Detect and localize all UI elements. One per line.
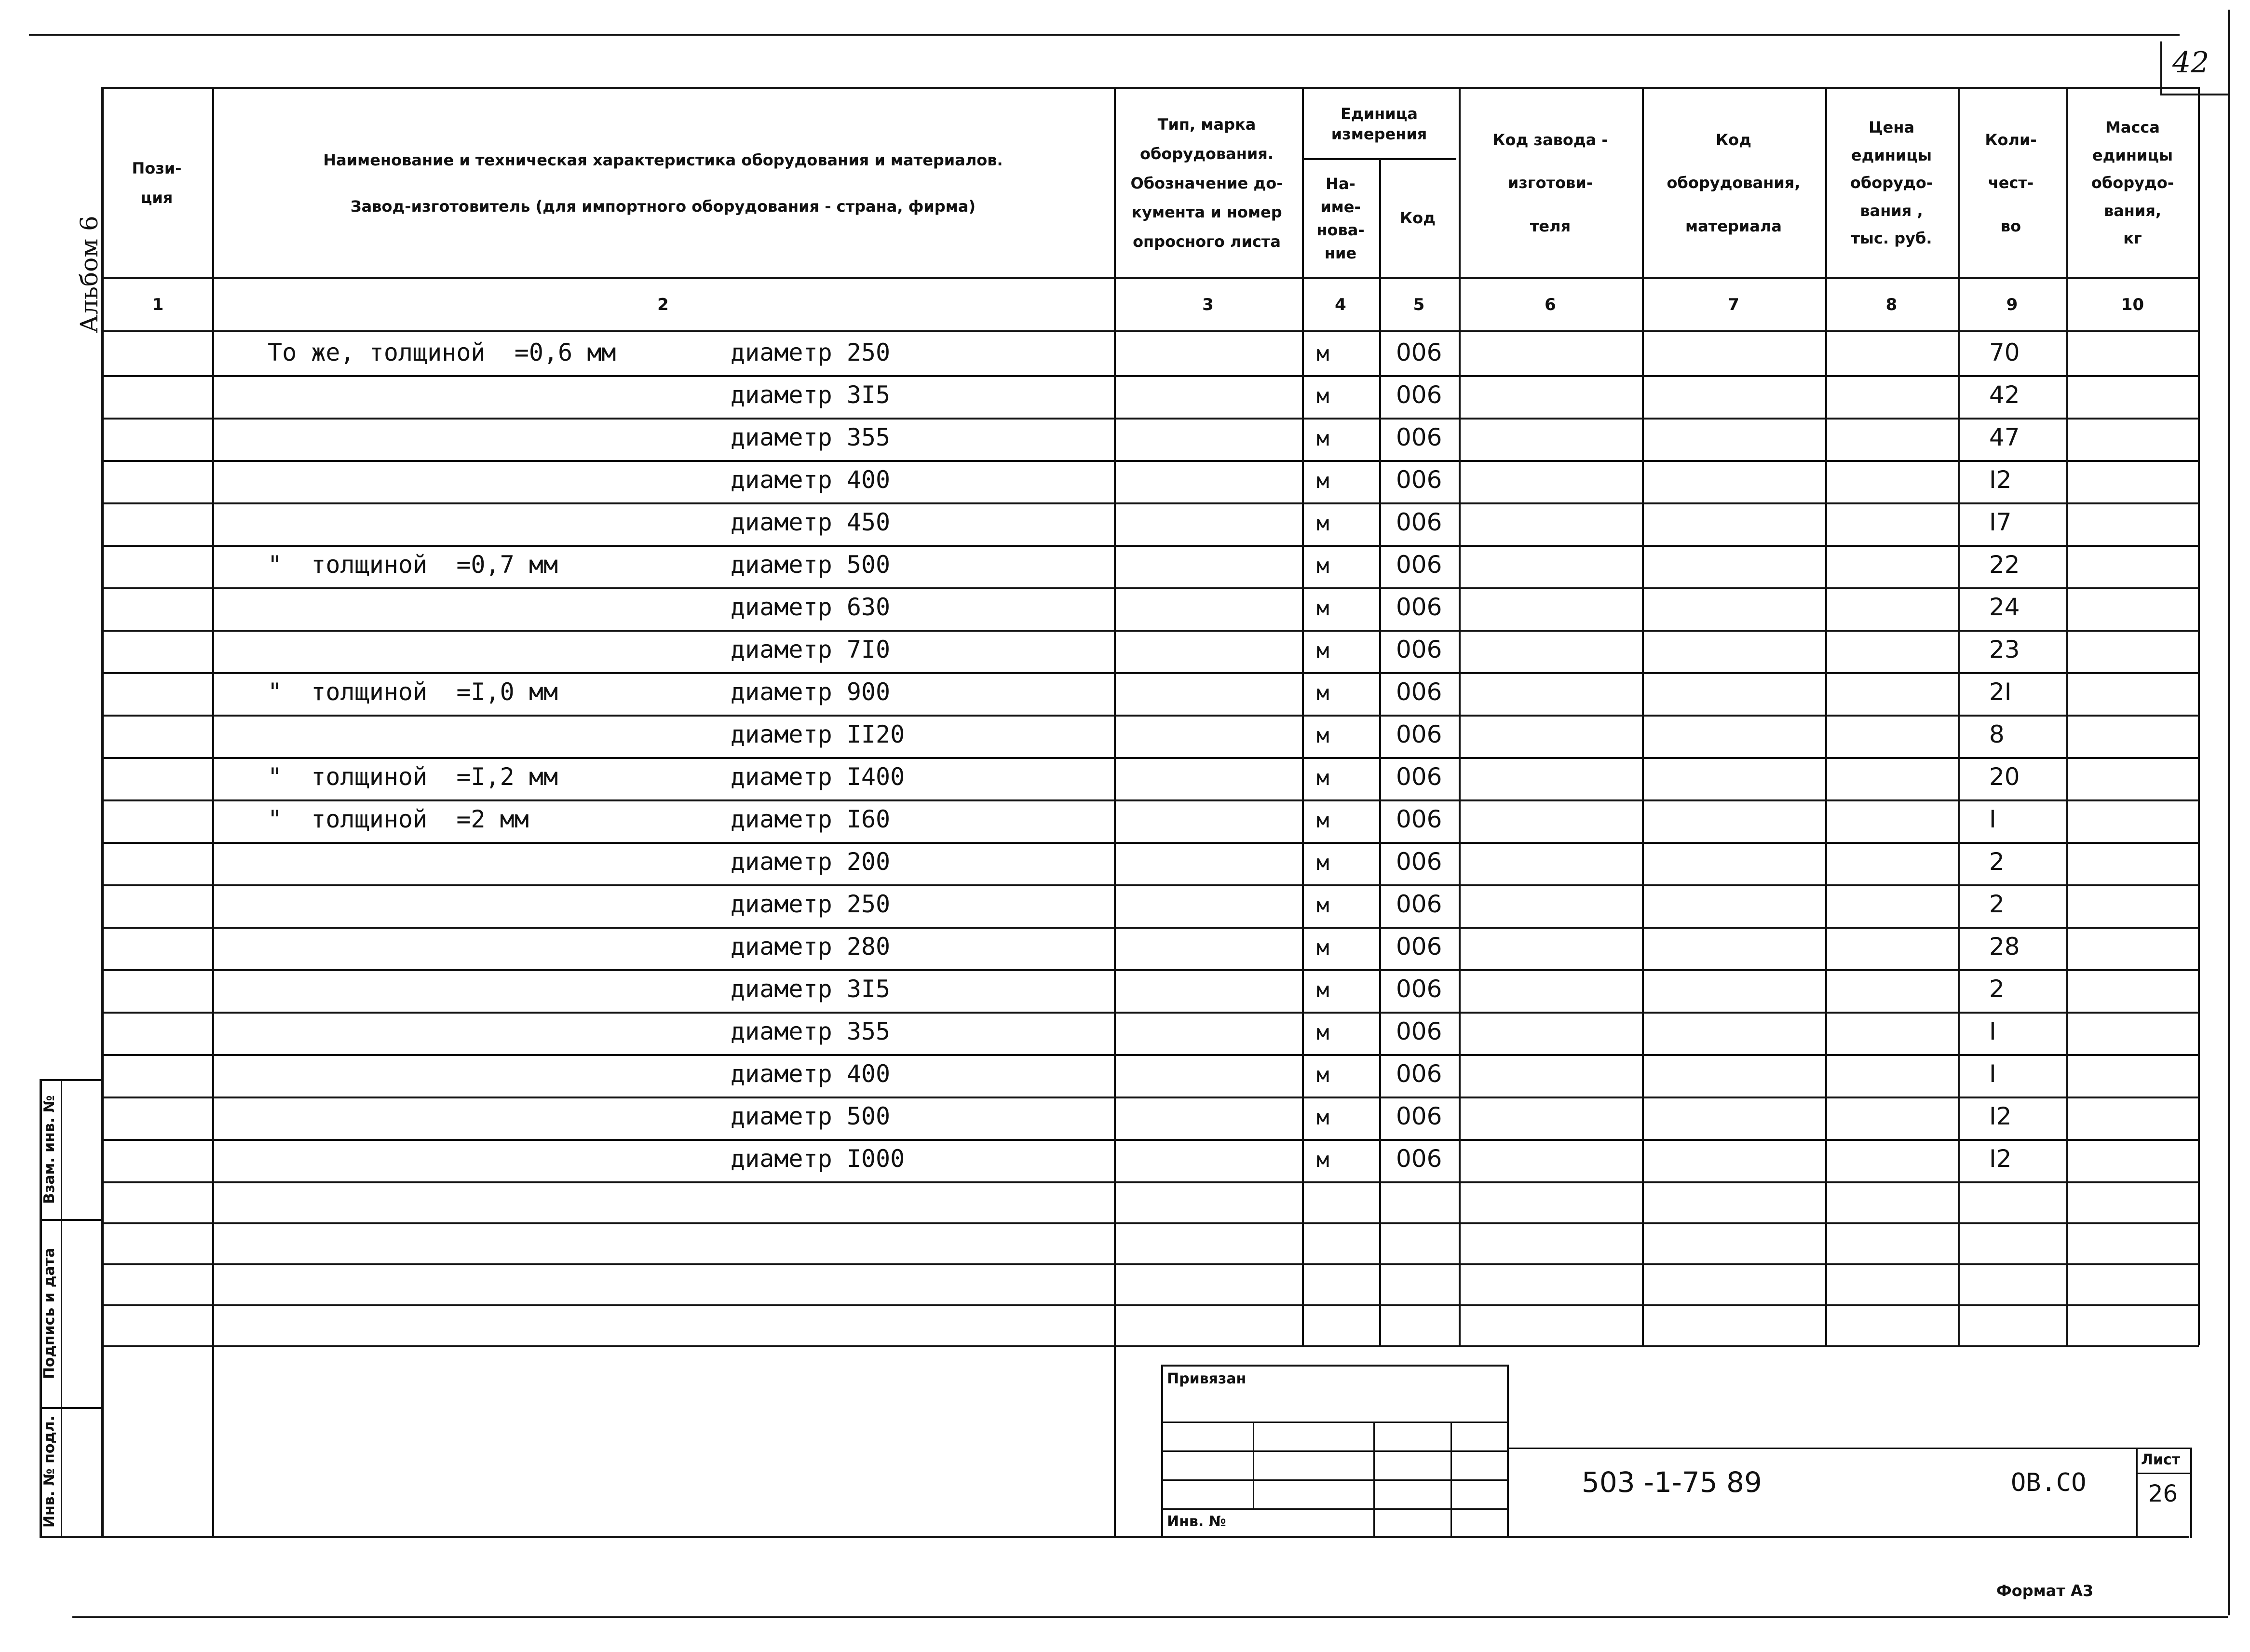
column-number: 6	[1545, 295, 1556, 314]
stamp-row-1	[1161, 1422, 1508, 1423]
column-number: 4	[1335, 295, 1346, 314]
row-quantity: 20	[1989, 763, 2020, 791]
header-name: Наименование и техническая характеристика оборудования и материалов. Завод-изготовитель (для импортного оборудования - страна, фирма)	[323, 151, 1003, 216]
header-quantity: Коли- чест- во	[1985, 130, 2037, 235]
sheet-left-line	[2136, 1448, 2138, 1538]
row-quantity: 70	[1989, 339, 2020, 366]
row-unit: м	[1316, 1063, 1329, 1087]
row-unit-code: 006	[1396, 720, 1442, 748]
row-unit: м	[1316, 851, 1329, 875]
row-quantity: 8	[1989, 720, 2005, 748]
row-unit-code: 006	[1396, 551, 1442, 579]
row-unit: м	[1316, 935, 1329, 960]
row-unit-code: 006	[1396, 593, 1442, 621]
row-line	[104, 630, 2199, 632]
stamp-top	[1161, 1365, 1508, 1367]
sheet-sep-line	[2136, 1473, 2192, 1474]
row-line	[104, 884, 2199, 886]
row-line	[104, 502, 2199, 504]
margin-label-podpis: Подпись и дата	[41, 1247, 58, 1380]
margin-inner-line	[61, 1079, 62, 1538]
column-number: 7	[1728, 295, 1739, 314]
row-quantity: 47	[1989, 423, 2020, 451]
row-line	[104, 842, 2199, 844]
row-line	[104, 375, 2199, 377]
row-unit-code: 006	[1396, 508, 1442, 536]
stamp-inv-no: Инв. №	[1167, 1513, 1226, 1530]
row-unit: м	[1316, 426, 1329, 451]
row-unit-code: 006	[1396, 1145, 1442, 1173]
header-maker-code: Код завода - изготови- теля	[1492, 130, 1608, 235]
row-description: То же, толщиной =0,6 мм	[268, 339, 616, 366]
header-type: Тип, марка оборудования. Обозначение до- кумента и номер опросного листа	[1130, 115, 1283, 251]
row-line	[104, 799, 2199, 801]
empty-row-line	[104, 1345, 2199, 1347]
row-diameter: диаметр 355	[731, 423, 891, 451]
album-label: Альбом 6	[75, 216, 103, 333]
row-quantity: 28	[1989, 933, 2020, 961]
stamp-col-3	[1450, 1422, 1452, 1538]
row-line	[104, 587, 2199, 589]
row-line	[104, 460, 2199, 462]
row-diameter: диаметр 450	[731, 508, 891, 536]
stamp-col-1	[1253, 1422, 1254, 1508]
margin-label-inv: Инв. № подл.	[41, 1415, 58, 1528]
row-line	[104, 715, 2199, 717]
row-diameter: диаметр I400	[731, 763, 905, 791]
row-unit: м	[1316, 1105, 1329, 1130]
row-diameter: диаметр I60	[731, 805, 891, 833]
docnum-top-line	[1507, 1448, 2192, 1449]
row-unit: м	[1316, 893, 1329, 918]
row-unit-code: 006	[1396, 1102, 1442, 1130]
row-unit: м	[1316, 681, 1329, 705]
stamp-col-2	[1373, 1422, 1375, 1538]
row-unit: м	[1316, 511, 1329, 536]
row-quantity: 2	[1989, 975, 2005, 1003]
empty-row-line	[104, 1222, 2199, 1224]
stamp-privyazan: Привязан	[1167, 1370, 1247, 1387]
header-unit: Единица измерения	[1331, 104, 1427, 143]
row-quantity: 2	[1989, 890, 2005, 918]
row-unit: м	[1316, 596, 1329, 621]
row-quantity: 24	[1989, 593, 2020, 621]
row-unit-code: 006	[1396, 763, 1442, 791]
stamp-row-3	[1161, 1479, 1508, 1481]
column-line	[1379, 159, 1381, 1345]
row-diameter: диаметр II20	[731, 720, 905, 748]
row-line	[104, 1054, 2199, 1056]
row-unit-code: 006	[1396, 339, 1442, 366]
right-border-line	[2228, 10, 2230, 1615]
sheet-right-line	[2190, 1448, 2192, 1538]
row-unit: м	[1316, 1148, 1329, 1172]
row-unit: м	[1316, 341, 1329, 366]
row-diameter: диаметр 200	[731, 848, 891, 876]
row-quantity: I2	[1989, 466, 2012, 494]
margin-bottom-line	[40, 1536, 102, 1538]
row-diameter: диаметр 280	[731, 933, 891, 961]
row-diameter: диаметр 630	[731, 593, 891, 621]
row-quantity: I	[1989, 1017, 1996, 1045]
row-quantity: I7	[1989, 508, 2012, 536]
row-diameter: диаметр 500	[731, 1102, 891, 1130]
row-line	[104, 1097, 2199, 1098]
row-diameter: диаметр 400	[731, 1060, 891, 1088]
header-price: Цена единицы оборудо- вания , тыс. руб.	[1850, 118, 1933, 248]
row-unit-code: 006	[1396, 848, 1442, 876]
row-line	[104, 927, 2199, 929]
format-label: Формат А3	[1996, 1582, 2094, 1600]
sheet-label: Лист	[2141, 1451, 2181, 1468]
row-line	[104, 757, 2199, 759]
column-number: 9	[2006, 295, 2018, 314]
row-description: " толщиной =2 мм	[268, 805, 529, 833]
row-line	[104, 545, 2199, 547]
row-diameter: диаметр 250	[731, 890, 891, 918]
row-diameter: диаметр I000	[731, 1145, 905, 1173]
row-unit-code: 006	[1396, 381, 1442, 409]
row-description: " толщиной =0,7 мм	[268, 551, 558, 579]
row-unit-code: 006	[1396, 890, 1442, 918]
row-unit: м	[1316, 1020, 1329, 1045]
row-unit: м	[1316, 638, 1329, 663]
row-unit: м	[1316, 554, 1329, 578]
doc-number: 503 -1-75 89	[1582, 1466, 1762, 1499]
row-quantity: 2	[1989, 848, 2005, 876]
row-diameter: диаметр 7I0	[731, 636, 891, 664]
doc-code: ОВ.СО	[2011, 1468, 2087, 1497]
row-unit-code: 006	[1396, 1017, 1442, 1045]
row-diameter: диаметр 355	[731, 1017, 891, 1045]
header-unit-name: На- име- нова- ние	[1316, 174, 1365, 262]
row-unit-code: 006	[1396, 975, 1442, 1003]
row-diameter: диаметр 3I5	[731, 975, 891, 1003]
row-line	[104, 672, 2199, 674]
row-quantity: 23	[1989, 636, 2020, 664]
bottom-border-line	[72, 1616, 2228, 1618]
header-equipment-code: Код оборудования, материала	[1667, 130, 1801, 235]
row-unit: м	[1316, 808, 1329, 833]
row-quantity: I	[1989, 805, 1996, 833]
header-mass: Масса единицы оборудо- вания, кг	[2091, 118, 2174, 248]
row-unit-code: 006	[1396, 423, 1442, 451]
empty-row-line	[104, 1263, 2199, 1265]
margin-label-vzam: Взам. инв. №	[41, 1095, 58, 1204]
column-number: 1	[152, 295, 164, 314]
row-diameter: диаметр 250	[731, 339, 891, 366]
row-line	[104, 1012, 2199, 1014]
row-unit-code: 006	[1396, 933, 1442, 961]
row-unit: м	[1316, 384, 1329, 408]
stamp-row-4	[1161, 1508, 1508, 1510]
row-unit-code: 006	[1396, 678, 1442, 706]
row-unit: м	[1316, 766, 1329, 790]
row-line	[104, 969, 2199, 971]
column-number: 10	[2121, 295, 2144, 314]
stamp-row-2	[1161, 1450, 1508, 1452]
column-number: 2	[657, 295, 669, 314]
row-diameter: диаметр 3I5	[731, 381, 891, 409]
row-description: " толщиной =I,2 мм	[268, 763, 558, 791]
row-unit-code: 006	[1396, 805, 1442, 833]
row-quantity: 22	[1989, 551, 2020, 579]
row-diameter: диаметр 900	[731, 678, 891, 706]
row-unit: м	[1316, 469, 1329, 493]
row-diameter: диаметр 500	[731, 551, 891, 579]
row-quantity: I2	[1989, 1145, 2012, 1173]
corner-page-number: 42	[2172, 46, 2209, 80]
row-unit: м	[1316, 978, 1329, 1002]
row-unit: м	[1316, 723, 1329, 748]
row-line	[104, 1139, 2199, 1141]
top-border-line	[29, 34, 2180, 36]
header-position: Пози- ция	[132, 159, 182, 207]
row-quantity: I2	[1989, 1102, 2012, 1130]
column-number: 5	[1413, 295, 1425, 314]
column-numbers-bottom-line	[104, 330, 2199, 332]
header-unit-code: Код	[1400, 209, 1436, 228]
row-quantity: 2I	[1989, 678, 2012, 706]
column-number: 3	[1202, 295, 1214, 314]
row-line	[104, 418, 2199, 420]
empty-row-line	[104, 1304, 2199, 1306]
row-unit-code: 006	[1396, 1060, 1442, 1088]
row-unit-code: 006	[1396, 636, 1442, 664]
sheet-value: 26	[2148, 1480, 2178, 1507]
table-bottom-line	[101, 1536, 2189, 1538]
row-line	[104, 1181, 2199, 1183]
row-diameter: диаметр 400	[731, 466, 891, 494]
row-description: " толщиной =I,0 мм	[268, 678, 558, 706]
row-quantity: I	[1989, 1060, 1996, 1088]
column-number: 8	[1885, 295, 1898, 314]
row-unit-code: 006	[1396, 466, 1442, 494]
row-quantity: 42	[1989, 381, 2020, 409]
